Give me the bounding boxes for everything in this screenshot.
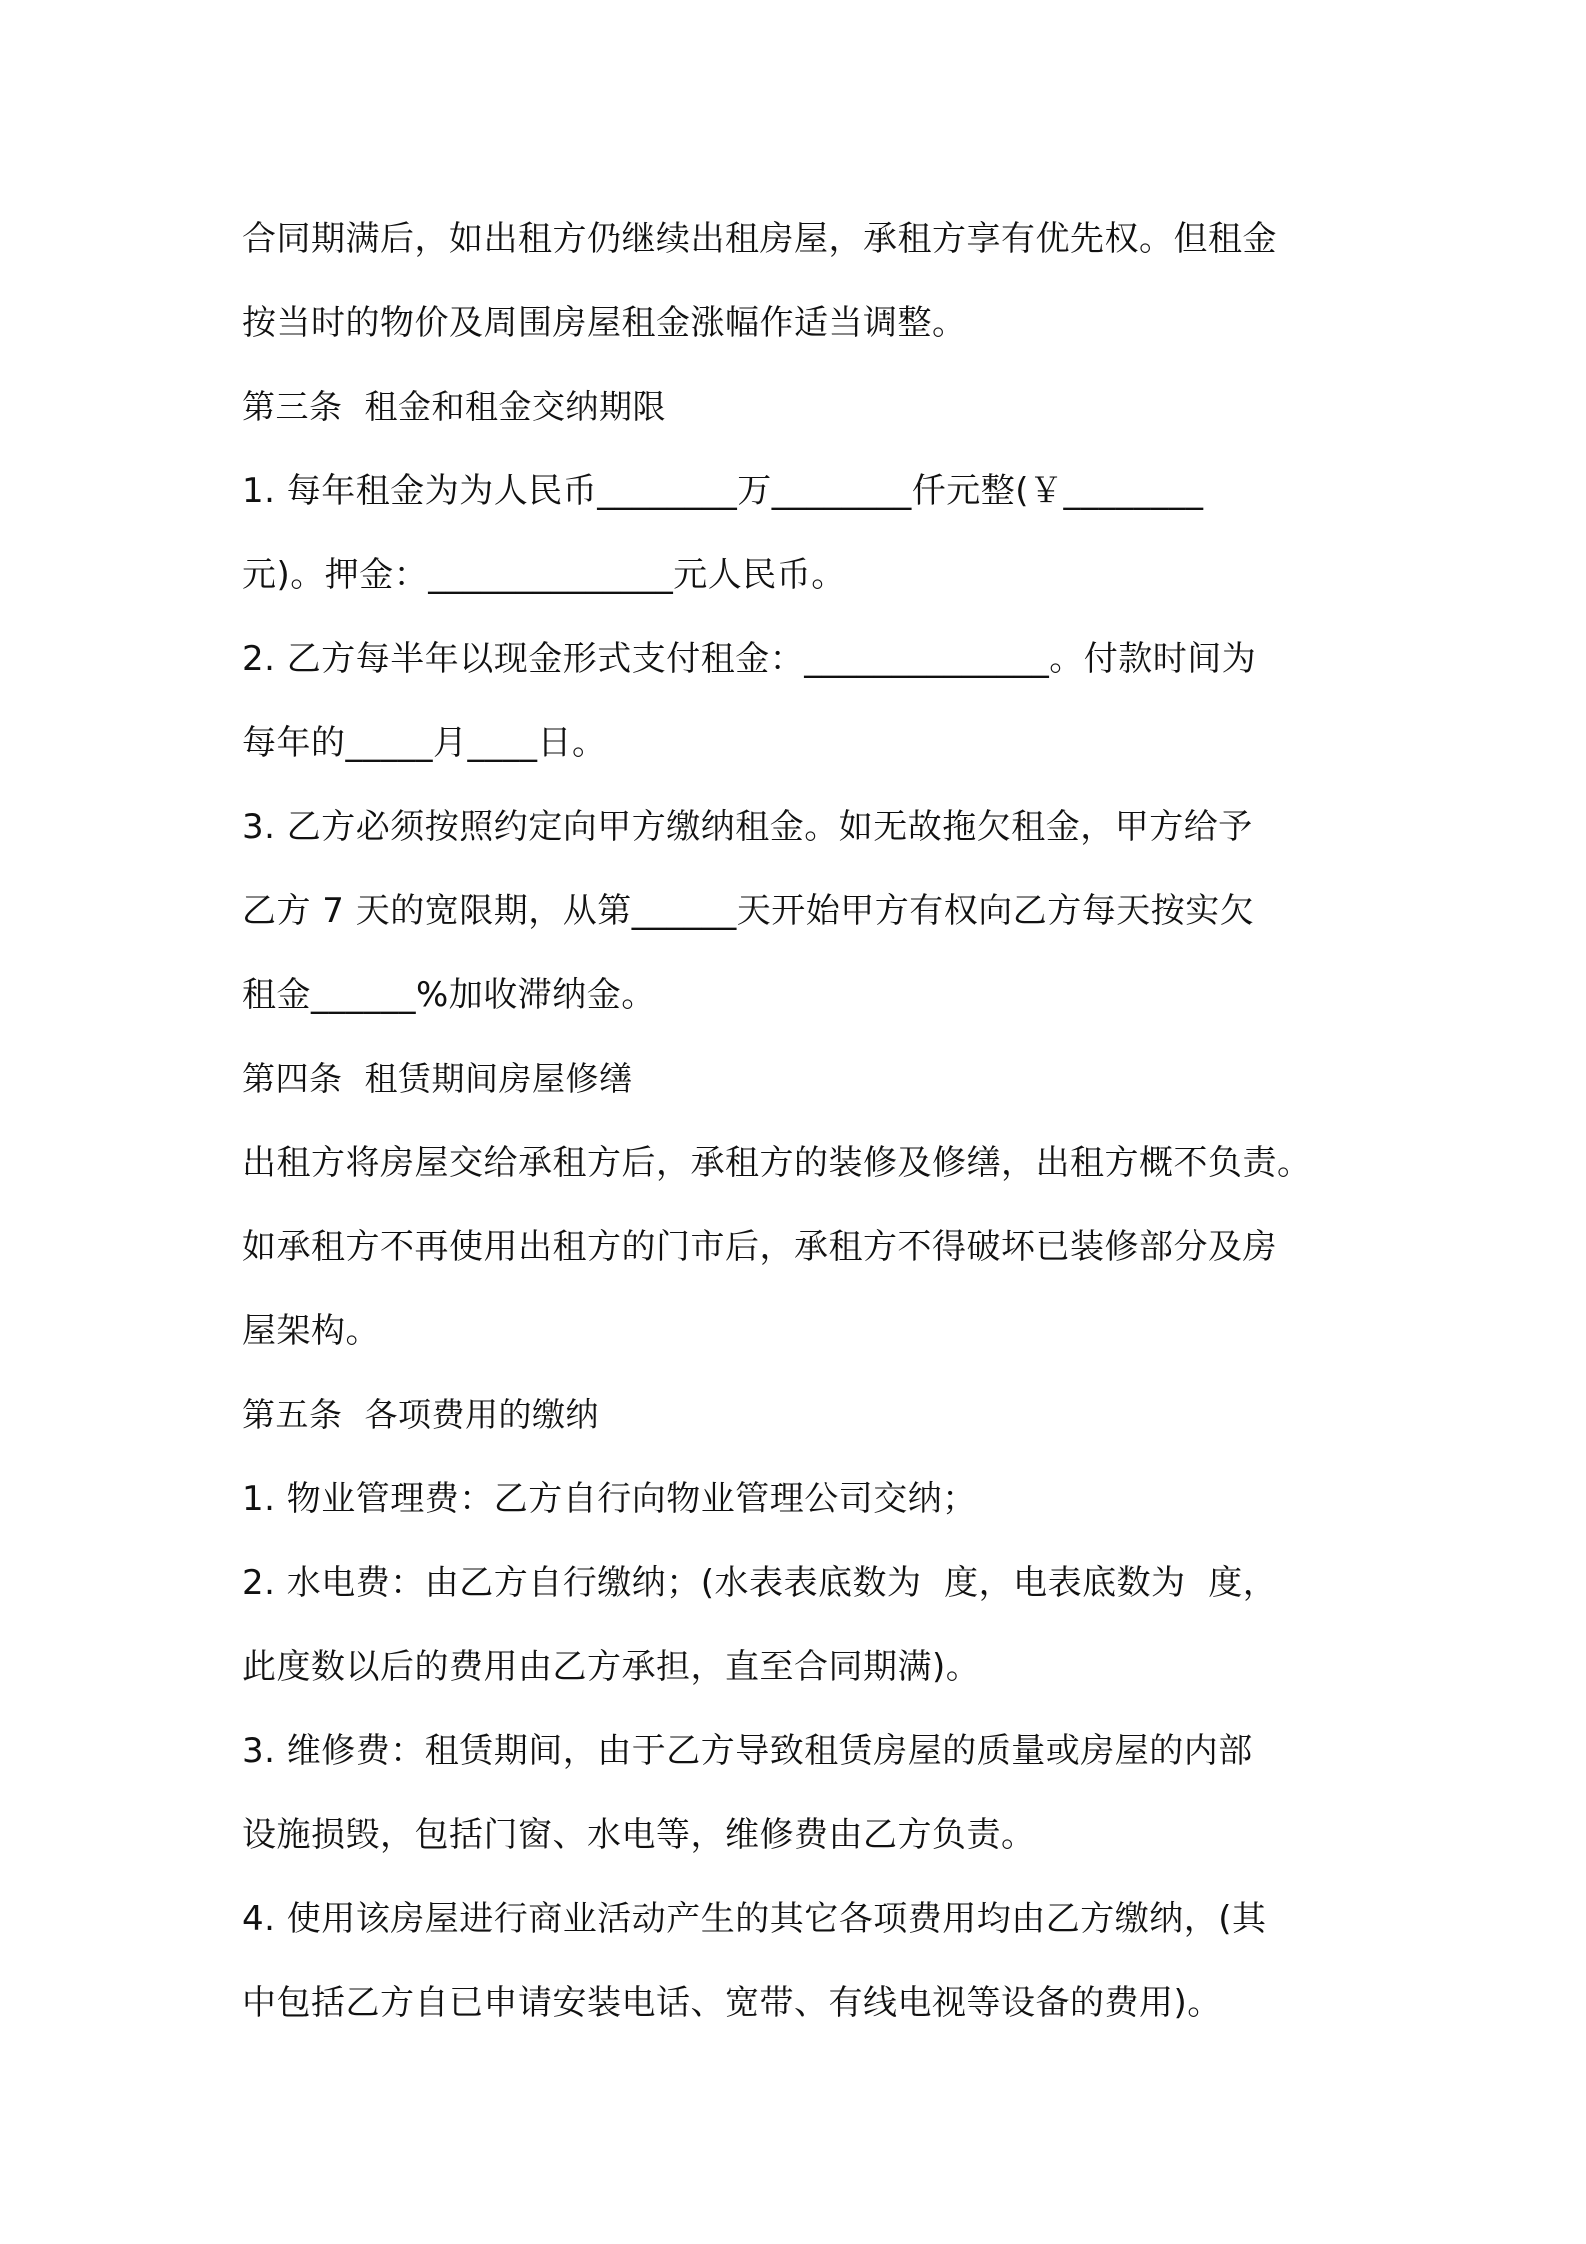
- paragraph-line: 合同期满后，如出租方仍继续出租房屋，承租方享有优先权。但租金: [242, 219, 1277, 259]
- clause-line: 设施损毁，包括门窗、水电等，维修费由乙方负责。: [242, 1815, 1036, 1855]
- clause-line: 3. 维修费：租赁期间，由于乙方导致租赁房屋的质量或房屋的内部: [242, 1731, 1253, 1771]
- clause-line: 此度数以后的费用由乙方承担，直至合同期满)。: [242, 1647, 981, 1687]
- clause-line: 租金______%加收滞纳金。: [242, 975, 656, 1015]
- paragraph-line: 按当时的物价及周围房屋租金涨幅作适当调整。: [242, 303, 967, 343]
- section-heading-4: 第四条 租赁期间房屋修缮: [242, 1059, 633, 1098]
- clause-line: 1. 物业管理费：乙方自行向物业管理公司交纳；: [242, 1479, 977, 1519]
- document-body: [242, 197, 1362, 2045]
- clause-line: 1. 每年租金为为人民币________万________仟元整(￥________: [242, 471, 1204, 511]
- paragraph-line: 屋架构。: [242, 1311, 380, 1351]
- clause-line: 元)。押金：______________元人民币。: [242, 555, 846, 595]
- section-heading-3: 第三条 租金和租金交纳期限: [242, 387, 666, 426]
- clause-line: 2. 水电费：由乙方自行缴纳；(水表表底数为 度，电表底数为 度，: [242, 1563, 1278, 1603]
- clause-line: 2. 乙方每半年以现金形式支付租金：______________。付款时间为: [242, 639, 1257, 679]
- paragraph-line: 如承租方不再使用出租方的门市后，承租方不得破坏已装修部分及房: [242, 1227, 1277, 1267]
- clause-line: 3. 乙方必须按照约定向甲方缴纳租金。如无故拖欠租金，甲方给予: [242, 807, 1253, 847]
- clause-line: 每年的_____月____日。: [242, 723, 607, 763]
- clause-line: 4. 使用该房屋进行商业活动产生的其它各项费用均由乙方缴纳，(其: [242, 1899, 1267, 1939]
- paragraph-line: 出租方将房屋交给承租方后，承租方的装修及修缮，出租方概不负责。: [242, 1143, 1312, 1183]
- clause-line: 乙方 7 天的宽限期，从第______天开始甲方有权向乙方每天按实欠: [242, 891, 1255, 931]
- section-heading-5: 第五条 各项费用的缴纳: [242, 1395, 599, 1434]
- clause-line: 中包括乙方自已申请安装电话、宽带、有线电视等设备的费用)。: [242, 1983, 1222, 2023]
